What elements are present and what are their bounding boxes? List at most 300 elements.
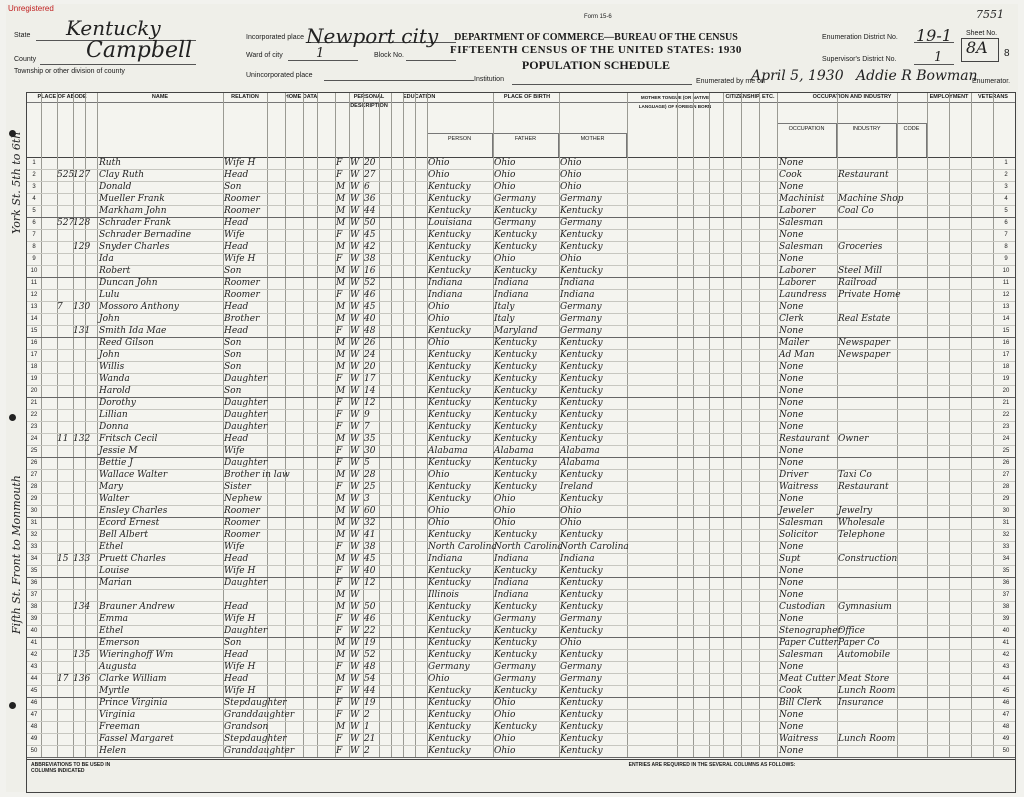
dwelling-number [57, 157, 73, 169]
sex: M [336, 638, 346, 648]
occupation: None [779, 398, 804, 408]
row-number-right: 16 [1002, 340, 1010, 346]
industry [838, 301, 897, 313]
birthplace-mother: Kentucky [560, 350, 603, 360]
race: W [350, 446, 360, 456]
age: 7 [364, 422, 370, 432]
race: W [350, 518, 360, 528]
race: W [350, 566, 360, 576]
row-number: 5 [32, 208, 36, 214]
person-name: Helen [99, 746, 127, 756]
dwelling-number: 525 [57, 170, 75, 180]
race: W [350, 278, 360, 288]
person-name: Harold [99, 386, 131, 396]
occupation: Salesman [779, 218, 824, 228]
dwelling-number [57, 601, 73, 613]
industry [838, 229, 897, 241]
dwelling-number [57, 325, 73, 337]
relation: Roomer [224, 506, 260, 516]
row-number: 46 [30, 700, 38, 706]
person-name: Emma [99, 614, 129, 624]
industry [838, 577, 897, 589]
occupation: None [779, 326, 804, 336]
birthplace-person: Alabama [428, 446, 468, 456]
header-father: FATHER [493, 133, 559, 157]
occupation: None [779, 182, 804, 192]
relation: Daughter [224, 398, 268, 408]
occupation: Paper Cutter [779, 638, 838, 648]
birthplace-father: North Carolina [494, 542, 563, 552]
birthplace-mother: Kentucky [560, 722, 603, 732]
industry: Groceries [838, 242, 883, 252]
age: 36 [364, 194, 376, 204]
family-number [73, 157, 97, 169]
birthplace-person: Kentucky [428, 734, 471, 744]
birthplace-mother: Kentucky [560, 590, 603, 600]
header-occupation: OCCUPATION [777, 123, 837, 157]
row-number-right: 34 [1002, 556, 1010, 562]
race: W [350, 242, 360, 252]
birthplace-mother: Ohio [560, 182, 582, 192]
industry: Owner [838, 434, 869, 444]
family-number [73, 541, 97, 553]
age: 14 [364, 386, 376, 396]
row-number-right: 33 [1002, 544, 1010, 550]
birthplace-person: Kentucky [428, 362, 471, 372]
birthplace-father: Kentucky [494, 482, 537, 492]
birthplace-mother: Kentucky [560, 434, 603, 444]
birthplace-father: Indiana [494, 590, 529, 600]
birthplace-mother: Kentucky [560, 602, 603, 612]
birthplace-father: Indiana [494, 578, 529, 588]
age: 3 [364, 494, 370, 504]
industry: Office [838, 626, 865, 636]
dwelling-number [57, 265, 73, 277]
birthplace-mother: Alabama [560, 446, 600, 456]
person-name: Reed Gilson [99, 338, 154, 348]
family-number [73, 193, 97, 205]
birthplace-mother: Ireland [560, 482, 593, 492]
birthplace-person: Kentucky [428, 434, 471, 444]
enumerator-name: Addie R Bowman [856, 68, 978, 84]
industry [838, 409, 897, 421]
sex: F [336, 662, 343, 672]
birthplace-mother: Kentucky [560, 338, 603, 348]
birthplace-father: Kentucky [494, 458, 537, 468]
row-number: 37 [30, 592, 38, 598]
birthplace-person: Ohio [428, 158, 450, 168]
birthplace-person: Kentucky [428, 602, 471, 612]
birthplace-person: Kentucky [428, 182, 471, 192]
row-number-right: 28 [1002, 484, 1010, 490]
row-number-right: 44 [1002, 676, 1010, 682]
occupation: Laborer [779, 206, 816, 216]
family-number [73, 361, 97, 373]
row-number: 44 [30, 676, 38, 682]
occupation: None [779, 566, 804, 576]
occupation: None [779, 374, 804, 384]
race: W [350, 494, 360, 504]
industry: Machine Shop [838, 194, 904, 204]
row-number: 23 [30, 424, 38, 430]
row-number-right: 43 [1002, 664, 1010, 670]
race: W [350, 650, 360, 660]
race: W [350, 458, 360, 468]
person-name: Robert [99, 266, 131, 276]
industry [838, 493, 897, 505]
incorporated-label: Incorporated place [246, 34, 304, 41]
birthplace-person: Ohio [428, 506, 450, 516]
race: W [350, 638, 360, 648]
row-number: 6 [32, 220, 36, 226]
person-name: Fassel Margaret [99, 734, 174, 744]
industry [838, 709, 897, 721]
state-value: Kentucky [66, 16, 161, 40]
sex: F [336, 326, 343, 336]
sex: F [336, 746, 343, 756]
birthplace-mother: Kentucky [560, 422, 603, 432]
birthplace-father: Kentucky [494, 626, 537, 636]
age: 24 [364, 350, 376, 360]
group-home-data: HOME DATA [267, 93, 335, 103]
relation: Head [224, 326, 249, 336]
column-header-band [27, 93, 1015, 158]
row-number: 18 [30, 364, 38, 370]
sheet-value: 8A [966, 38, 988, 57]
race: W [350, 302, 360, 312]
footer-entries-title: ENTRIES ARE REQUIRED IN THE SEVERAL COLUMNS AS FOLLOWS: [628, 762, 796, 768]
industry [838, 421, 897, 433]
occupation: None [779, 386, 804, 396]
family-number [73, 637, 97, 649]
age: 20 [364, 158, 376, 168]
sex: M [336, 278, 346, 288]
industry: Railroad [838, 278, 877, 288]
form-number: Form 15-6 [584, 14, 612, 20]
birthplace-mother: Germany [560, 326, 602, 336]
family-number [73, 661, 97, 673]
birthplace-person: Kentucky [428, 722, 471, 732]
race: W [350, 230, 360, 240]
family-number [73, 529, 97, 541]
person-name: Wallace Walter [99, 470, 168, 480]
sex: M [336, 362, 346, 372]
occupation: Cook [779, 686, 803, 696]
person-name: Schrader Frank [99, 218, 172, 228]
birthplace-mother: Kentucky [560, 578, 603, 588]
birthplace-mother: Kentucky [560, 650, 603, 660]
relation: Grandson [224, 722, 269, 732]
occupation: None [779, 254, 804, 264]
birthplace-person: Kentucky [428, 614, 471, 624]
occupation: None [779, 302, 804, 312]
dwelling-number [57, 205, 73, 217]
unincorporated-label: Unincorporated place [246, 72, 313, 79]
footer-abbrev-title: ABBREVIATIONS TO BE USED IN COLUMNS INDICATED [31, 762, 111, 774]
birthplace-mother: Germany [560, 674, 602, 684]
occupation: None [779, 230, 804, 240]
relation: Head [224, 434, 249, 444]
birthplace-person: Indiana [428, 290, 463, 300]
relation: Daughter [224, 458, 268, 468]
birthplace-mother: Kentucky [560, 206, 603, 216]
dwelling-number [57, 565, 73, 577]
dwelling-number [57, 637, 73, 649]
birthplace-person: Kentucky [428, 686, 471, 696]
race: W [350, 158, 360, 168]
birthplace-father: Ohio [494, 518, 516, 528]
occupation: None [779, 158, 804, 168]
family-number [73, 565, 97, 577]
occupation: None [779, 722, 804, 732]
row-number: 50 [30, 748, 38, 754]
sex: M [336, 518, 346, 528]
family-number: 130 [73, 302, 91, 312]
sex: M [336, 470, 346, 480]
person-name: Markham John [99, 206, 167, 216]
person-name: Emerson [99, 638, 140, 648]
row-number-right: 25 [1002, 448, 1010, 454]
row-number: 29 [30, 496, 38, 502]
row-number-right: 1 [1004, 160, 1008, 166]
person-name: Donald [99, 182, 132, 192]
row-number-right: 40 [1002, 628, 1010, 634]
birthplace-father: Germany [494, 674, 536, 684]
row-number-right: 23 [1002, 424, 1010, 430]
group-mother-tongue: MOTHER TONGUE (OR NATIVE LANGUAGE) OF FOREIGN BORN [627, 93, 723, 103]
birthplace-person: Kentucky [428, 242, 471, 252]
birthplace-person: North Carolina [428, 542, 497, 552]
row-number-right: 18 [1002, 364, 1010, 370]
dwelling-number [57, 661, 73, 673]
occupation: None [779, 662, 804, 672]
family-number [73, 469, 97, 481]
person-name: Mary [99, 482, 123, 492]
incorporated-value: Newport city [306, 24, 439, 48]
race: W [350, 674, 360, 684]
person-name: Mueller Frank [99, 194, 165, 204]
relation: Head [224, 242, 249, 252]
birthplace-father: Ohio [494, 182, 516, 192]
dwelling-number [57, 541, 73, 553]
row-number-right: 7 [1004, 232, 1008, 238]
relation: Wife H [224, 686, 256, 696]
age: 41 [364, 530, 376, 540]
relation: Son [224, 338, 242, 348]
row-number: 14 [30, 316, 38, 322]
row-number: 28 [30, 484, 38, 490]
person-name: Walter [99, 494, 129, 504]
birthplace-father: Germany [494, 194, 536, 204]
age: 48 [364, 326, 376, 336]
row-number-right: 32 [1002, 532, 1010, 538]
relation: Head [224, 554, 249, 564]
row-number-right: 48 [1002, 724, 1010, 730]
birthplace-mother: Ohio [560, 638, 582, 648]
race: W [350, 506, 360, 516]
sex: M [336, 590, 346, 600]
family-number [73, 697, 97, 709]
race: W [350, 482, 360, 492]
industry: Coal Co [838, 206, 874, 216]
row-number-right: 31 [1002, 520, 1010, 526]
occupation: None [779, 542, 804, 552]
header-mother: MOTHER [559, 133, 627, 157]
dwelling-number: 527 [57, 218, 75, 228]
industry: Real Estate [838, 314, 891, 324]
age: 44 [364, 206, 376, 216]
birthplace-mother: Kentucky [560, 710, 603, 720]
institution-label: Institution [474, 76, 504, 83]
family-number [73, 289, 97, 301]
relation: Brother [224, 314, 260, 324]
birthplace-father: Germany [494, 614, 536, 624]
relation: Wife H [224, 566, 256, 576]
person-name: Ida [99, 254, 114, 264]
race: W [350, 698, 360, 708]
family-number [73, 313, 97, 325]
age: 54 [364, 674, 376, 684]
dwelling-number [57, 373, 73, 385]
row-number-right: 22 [1002, 412, 1010, 418]
occupation: Bill Clerk [779, 698, 822, 708]
row-number: 2 [32, 172, 36, 178]
sex: F [336, 710, 343, 720]
age: 19 [364, 638, 376, 648]
county-label: County [14, 56, 37, 63]
census-title: FIFTEENTH CENSUS OF THE UNITED STATES: 1930 [450, 44, 742, 56]
birthplace-father: Alabama [494, 446, 534, 456]
industry [838, 745, 897, 757]
birthplace-mother: Kentucky [560, 230, 603, 240]
row-number: 47 [30, 712, 38, 718]
side-notes [10, 131, 24, 764]
birthplace-mother: Germany [560, 218, 602, 228]
family-number [73, 397, 97, 409]
birthplace-father: Kentucky [494, 422, 537, 432]
sex: F [336, 566, 343, 576]
row-number: 16 [30, 340, 38, 346]
row-number-right: 10 [1002, 268, 1010, 274]
family-number: 127 [73, 170, 91, 180]
relation: Wife [224, 542, 245, 552]
age: 46 [364, 290, 376, 300]
row-number-right: 36 [1002, 580, 1010, 586]
dwelling-number [57, 649, 73, 661]
person-name: Ethel [99, 542, 124, 552]
race: W [350, 326, 360, 336]
birthplace-father: Germany [494, 218, 536, 228]
dwelling-number [57, 421, 73, 433]
relation: Roomer [224, 290, 260, 300]
sex: F [336, 254, 343, 264]
birthplace-person: Kentucky [428, 206, 471, 216]
row-number: 10 [30, 268, 38, 274]
birthplace-father: Kentucky [494, 362, 537, 372]
occupation: None [779, 746, 804, 756]
family-number [73, 205, 97, 217]
side-note-bottom: Fifth St. Front to Monmouth [10, 475, 23, 634]
sex: M [336, 530, 346, 540]
industry [838, 589, 897, 601]
industry: Wholesale [838, 518, 885, 528]
row-number-right: 27 [1002, 472, 1010, 478]
row-number-right: 47 [1002, 712, 1010, 718]
family-number [73, 733, 97, 745]
dwelling-number [57, 529, 73, 541]
race: W [350, 722, 360, 732]
birthplace-person: Germany [428, 662, 470, 672]
family-number [73, 265, 97, 277]
race: W [350, 290, 360, 300]
row-number: 26 [30, 460, 38, 466]
person-name: John [99, 350, 120, 360]
industry: Lunch Room [838, 686, 896, 696]
occupation: Salesman [779, 242, 824, 252]
relation: Head [224, 602, 249, 612]
dwelling-number [57, 253, 73, 265]
industry: Paper Co [838, 638, 880, 648]
industry [838, 613, 897, 625]
age: 2 [364, 710, 370, 720]
occupation: Meat Cutter [779, 674, 835, 684]
age: 44 [364, 686, 376, 696]
occupation: None [779, 494, 804, 504]
sex: M [336, 434, 346, 444]
occupation: Restaurant [779, 434, 830, 444]
industry [838, 157, 897, 169]
birthplace-mother: Kentucky [560, 374, 603, 384]
family-number [73, 577, 97, 589]
occupation: Solicitor [779, 530, 818, 540]
birthplace-person: Kentucky [428, 710, 471, 720]
race: W [350, 170, 360, 180]
row-number: 1 [32, 160, 36, 166]
birthplace-mother: Kentucky [560, 686, 603, 696]
row-number: 33 [30, 544, 38, 550]
relation: Roomer [224, 194, 260, 204]
age: 25 [364, 482, 376, 492]
birthplace-person: Kentucky [428, 650, 471, 660]
dwelling-number [57, 577, 73, 589]
family-number [73, 349, 97, 361]
corner-number: 8 [1004, 48, 1010, 59]
birthplace-person: Kentucky [428, 254, 471, 264]
row-number: 41 [30, 640, 38, 646]
birthplace-mother: Ohio [560, 506, 582, 516]
age: 30 [364, 446, 376, 456]
row-number-right: 24 [1002, 436, 1010, 442]
schedule-title: POPULATION SCHEDULE [521, 58, 671, 72]
birthplace-father: Maryland [494, 326, 538, 336]
township-label: Township or other division of county [14, 68, 125, 75]
person-name: Lillian [99, 410, 128, 420]
enum-district-label: Enumeration District No. [822, 34, 898, 41]
registration-label: Unregistered [8, 4, 54, 13]
race: W [350, 554, 360, 564]
relation: Stepdaughter [224, 698, 287, 708]
group-occupation: OCCUPATION AND INDUSTRY [777, 93, 927, 103]
row-number: 4 [32, 196, 36, 202]
race: W [350, 182, 360, 192]
header-code: CODE [897, 123, 927, 157]
row-number-right: 12 [1002, 292, 1010, 298]
row-number: 48 [30, 724, 38, 730]
dwelling-number [57, 385, 73, 397]
age: 2 [364, 746, 370, 756]
sex: M [336, 314, 346, 324]
family-number [73, 385, 97, 397]
